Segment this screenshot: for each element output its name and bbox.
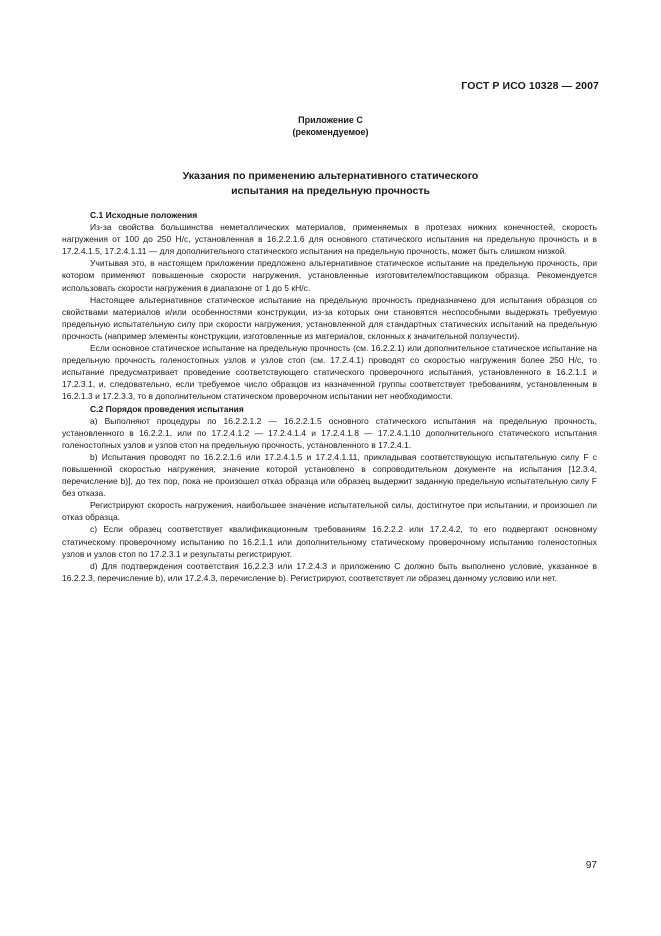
paragraph: Настоящее альтернативное статическое испытание на предельную прочность предназначено для испытания образцов со свойствами материалов и/или особенностями конструкции, из-за которых они становятся неспособными выдержать требуемую предельную испытательную силу при скорости нагружения, установленной для стандартных статических испытаний на предельную прочность (например элементы конструкции, изготовленные из материалов, склонных к значительной ползучести). <box>62 294 597 341</box>
appendix-heading <box>0 114 661 138</box>
title-line-1: Указания по применению альтернативного статического <box>182 170 479 182</box>
section-c1-heading: С.1 Исходные положения <box>90 210 198 220</box>
paragraph: Регистрируют скорость нагружения, наибольшее значение испытательной силы, достигнутое при испытании, и произошел ли отказ образца. <box>62 500 597 523</box>
paragraph: Если основное статическое испытание на предельную прочность (см. 16.2.2.1) или дополнительное статическое испытание на предельную прочность голеностопных узлов и узлов стоп (см. 17.2.4.1) проводят со скоростью нагружения более 250 Н/с, то испытание предусматривает проведение соответствующего статического проверочного испытания, установленного в 16.2.1.1 и 17.2.3.1, и, следовательно, если требуемое число образцов из назначенной группы соответствует требованиям, установленным в 16.2.1.3 и 17.2.3.3, то в дополнительном статическом проверочном испытании нет необходимости. <box>62 343 597 402</box>
page-number: 97 <box>585 860 597 871</box>
appendix-title: Приложение С <box>298 115 363 125</box>
paragraph: Учитывая это, в настоящем приложении предложено альтернативное статическое испытание на предельную прочность, при котором применяют повышенные скорости нагружения, установленные изготовителем/поставщиком образца. Рекомендуется использовать скорости нагружения в диапазоне от 1 до 5 кН/с. <box>62 258 597 293</box>
title-line-2: испытания на предельную прочность <box>231 185 430 197</box>
list-item-a: а) Выполняют процедуры по 16.2.2.1.2 — 16.2.2.1.5 основного статического испытания на предельную прочность, установленного в 16.2.2.1, или по 17.2.4.1.2 — 17.2.4.1.4 и 17.2.4.1.8 — 17.2.4.1.10 дополнительного статического испытания голеностопных узлов и узлов стоп на предельную прочность, установленного в 17.2.4.1. <box>62 415 597 450</box>
appendix-status: (рекомендуемое) <box>292 127 369 137</box>
document-title <box>0 169 661 199</box>
document-body <box>62 209 597 584</box>
standard-header: ГОСТ Р ИСО 10328 — 2007 <box>461 80 599 92</box>
section-c2-heading: С.2 Порядок проведения испытания <box>90 403 244 414</box>
list-item-d: d) Для подтверждения соответствия 16.2.2.3 или 17.2.4.3 и приложению С должно быть выполнено условие, указанное в 16.2.2.3, перечисление b), или 17.2.4.3, перечисление b). Регистрируют, соответствует ли образец данному условию или нет. <box>62 560 597 583</box>
paragraph: Из-за свойства большинства неметаллических материалов, применяемых в протезах нижних конечностей, скорость нагружения от 100 до 250 Н/с, установленная в 16.2.2.1.6 для основного статического испытания на предельную прочность и в 17.2.4.1.5, 17.2.4.1.11 — для дополнительного статического испытания на предельную прочность, может быть слишком низкой. <box>62 222 597 257</box>
list-item-b: b) Испытания проводят по 16.2.2.1.6 или 17.2.4.1.5 и 17.2.4.1.11, прикладывая соответствующую испытательную силу F с повышенной скоростью нагружения, значение которой установлено в сопроводительном документе на испытания [12.3.4, перечисление b)], до тех пор, пока не произошел отказ образца или образец выдержит заданную предельную испытательную силу F без отказа. <box>62 451 597 499</box>
list-item-c: с) Если образец соответствует квалификационным требованиям 16.2.2.2 или 17.2.4.2, то его подвергают основному статическому проверочному испытанию по 16.2.1.1 или дополнительному статическому проверочному испытанию голеностопных узлов и узлов стоп по 17.2.3.1 и результаты регистрируют. <box>62 524 597 559</box>
